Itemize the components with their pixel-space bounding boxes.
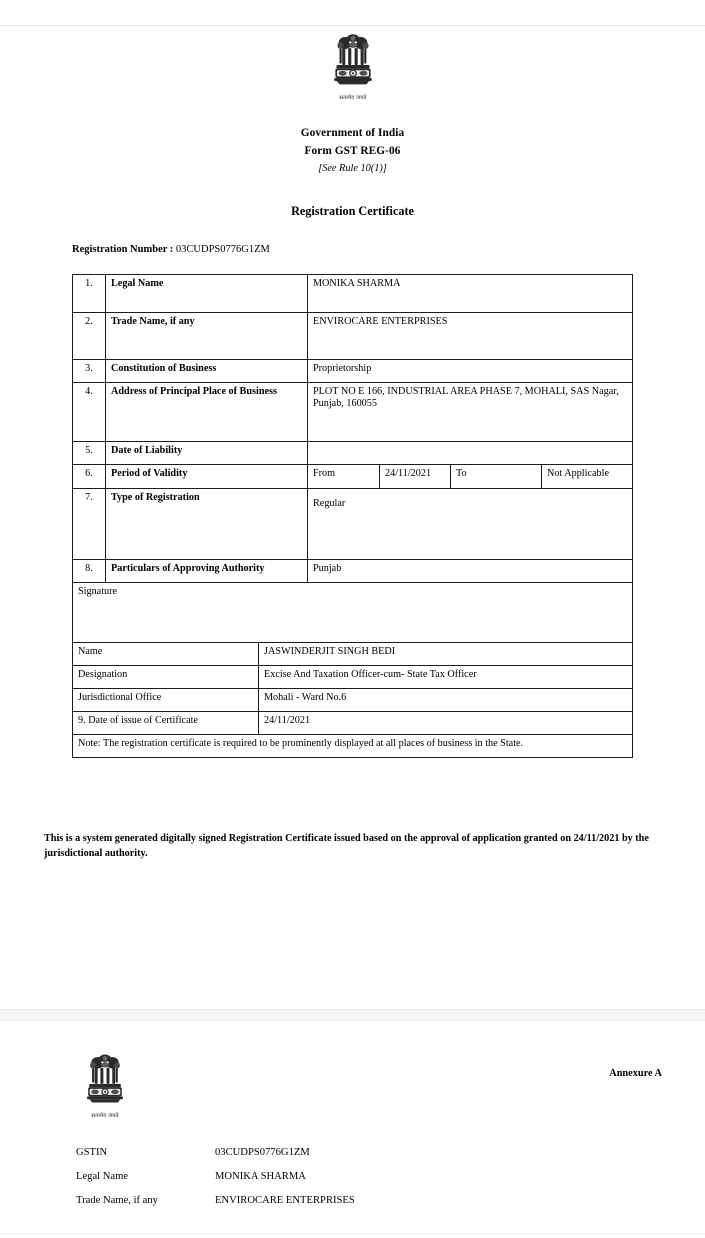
validity-from-value: 24/11/2021 [380,465,451,489]
row-value [308,442,633,465]
row-label: Trade Name, if any [106,313,308,360]
page-title: Registration Certificate [291,204,414,218]
row-value: MONIKA SHARMA [308,275,633,313]
table-row [73,383,633,442]
annexure-row-label: GSTIN [76,1147,108,1158]
row-value: PLOT NO E 166, INDUSTRIAL AREA PHASE 7, MOHALI, SAS Nagar, Punjab, 160055 [308,383,633,442]
registration-details-table [72,274,633,583]
emblem-motto-text: सत्यमेव जयते [339,95,367,101]
table-row [73,560,633,583]
table-row [73,643,633,666]
signature-label: Signature [73,583,633,643]
row-serial: 6. [73,465,106,489]
system-generated-statement: This is a system generated digitally signed Registration Certificate issued based on the approval of application granted on 24/11/2021 by the jurisdictional authority. [44,833,649,859]
row-label: Type of Registration [106,489,308,560]
annexure-title: Annexure A [609,1068,662,1079]
row-label: Particulars of Approving Authority [106,560,308,583]
header-rule-reference: [See Rule 10(1)] [318,163,387,174]
annexure-row-label: Legal Name [76,1171,129,1182]
row-label: 9. Date of issue of Certificate [73,712,259,735]
header-government: Government of India [300,127,405,139]
table-row [73,442,633,465]
certificate-page-2 [0,1021,705,1233]
row-label: Legal Name [106,275,308,313]
validity-to-label: To [451,465,542,489]
annexure-row-value: ENVIROCARE ENTERPRISES [215,1195,355,1206]
row-serial: 1. [73,275,106,313]
row-label: Name [73,643,259,666]
row-label: Date of Liability [106,442,308,465]
table-row-note [73,735,633,758]
annexure-row-value: 03CUDPS0776G1ZM [215,1147,310,1158]
row-value: 24/11/2021 [259,712,633,735]
registration-number-label: Registration Number : [72,244,174,255]
validity-from-label: From [308,465,380,489]
registration-number-line [72,244,270,255]
table-row-period-of-validity [73,465,633,489]
annexure-row-label: Trade Name, if any [76,1195,158,1206]
ashoka-emblem-icon [83,1054,127,1110]
row-value: JASWINDERJIT SINGH BEDI [259,643,633,666]
ashoka-emblem-header [327,34,379,101]
row-value: Punjab [308,560,633,583]
row-serial: 4. [73,383,106,442]
table-row [73,360,633,383]
row-serial: 8. [73,560,106,583]
certificate-page-1 [0,26,705,1009]
row-label: Period of Validity [106,465,308,489]
row-value: Regular [313,498,346,509]
header-form-number: Form GST REG-06 [304,145,401,157]
annexure-row-value: MONIKA SHARMA [215,1171,306,1182]
table-row [73,313,633,360]
table-row-type-of-registration [73,489,633,560]
row-serial: 7. [73,489,106,560]
emblem-motto-text: सत्यमेव जयते [91,1113,119,1119]
registration-number-value: 03CUDPS0776G1ZM [175,244,270,255]
row-serial: 2. [73,313,106,360]
row-value: Mohali - Ward No.6 [259,689,633,712]
validity-to-value: Not Applicable [542,465,633,489]
row-value: Excise And Taxation Officer-cum- State Tax Officer [259,666,633,689]
row-label: Designation [73,666,259,689]
ashoka-emblem-annexure [80,1054,130,1119]
row-serial: 3. [73,360,106,383]
row-value-cell [308,489,633,560]
table-row [73,689,633,712]
table-row [73,275,633,313]
row-label: Address of Principal Place of Business [106,383,308,442]
row-serial: 5. [73,442,106,465]
row-value: Proprietorship [308,360,633,383]
bottom-divider [0,1233,705,1234]
signature-details-table [72,582,633,758]
row-value: ENVIROCARE ENTERPRISES [308,313,633,360]
certificate-note: Note: The registration certificate is required to be prominently displayed at all places of business in the State. [73,735,633,758]
signature-row [73,583,633,643]
table-row [73,666,633,689]
row-label: Constitution of Business [106,360,308,383]
ashoka-emblem-icon [330,34,376,92]
row-label: Jurisdictional Office [73,689,259,712]
table-row [73,712,633,735]
